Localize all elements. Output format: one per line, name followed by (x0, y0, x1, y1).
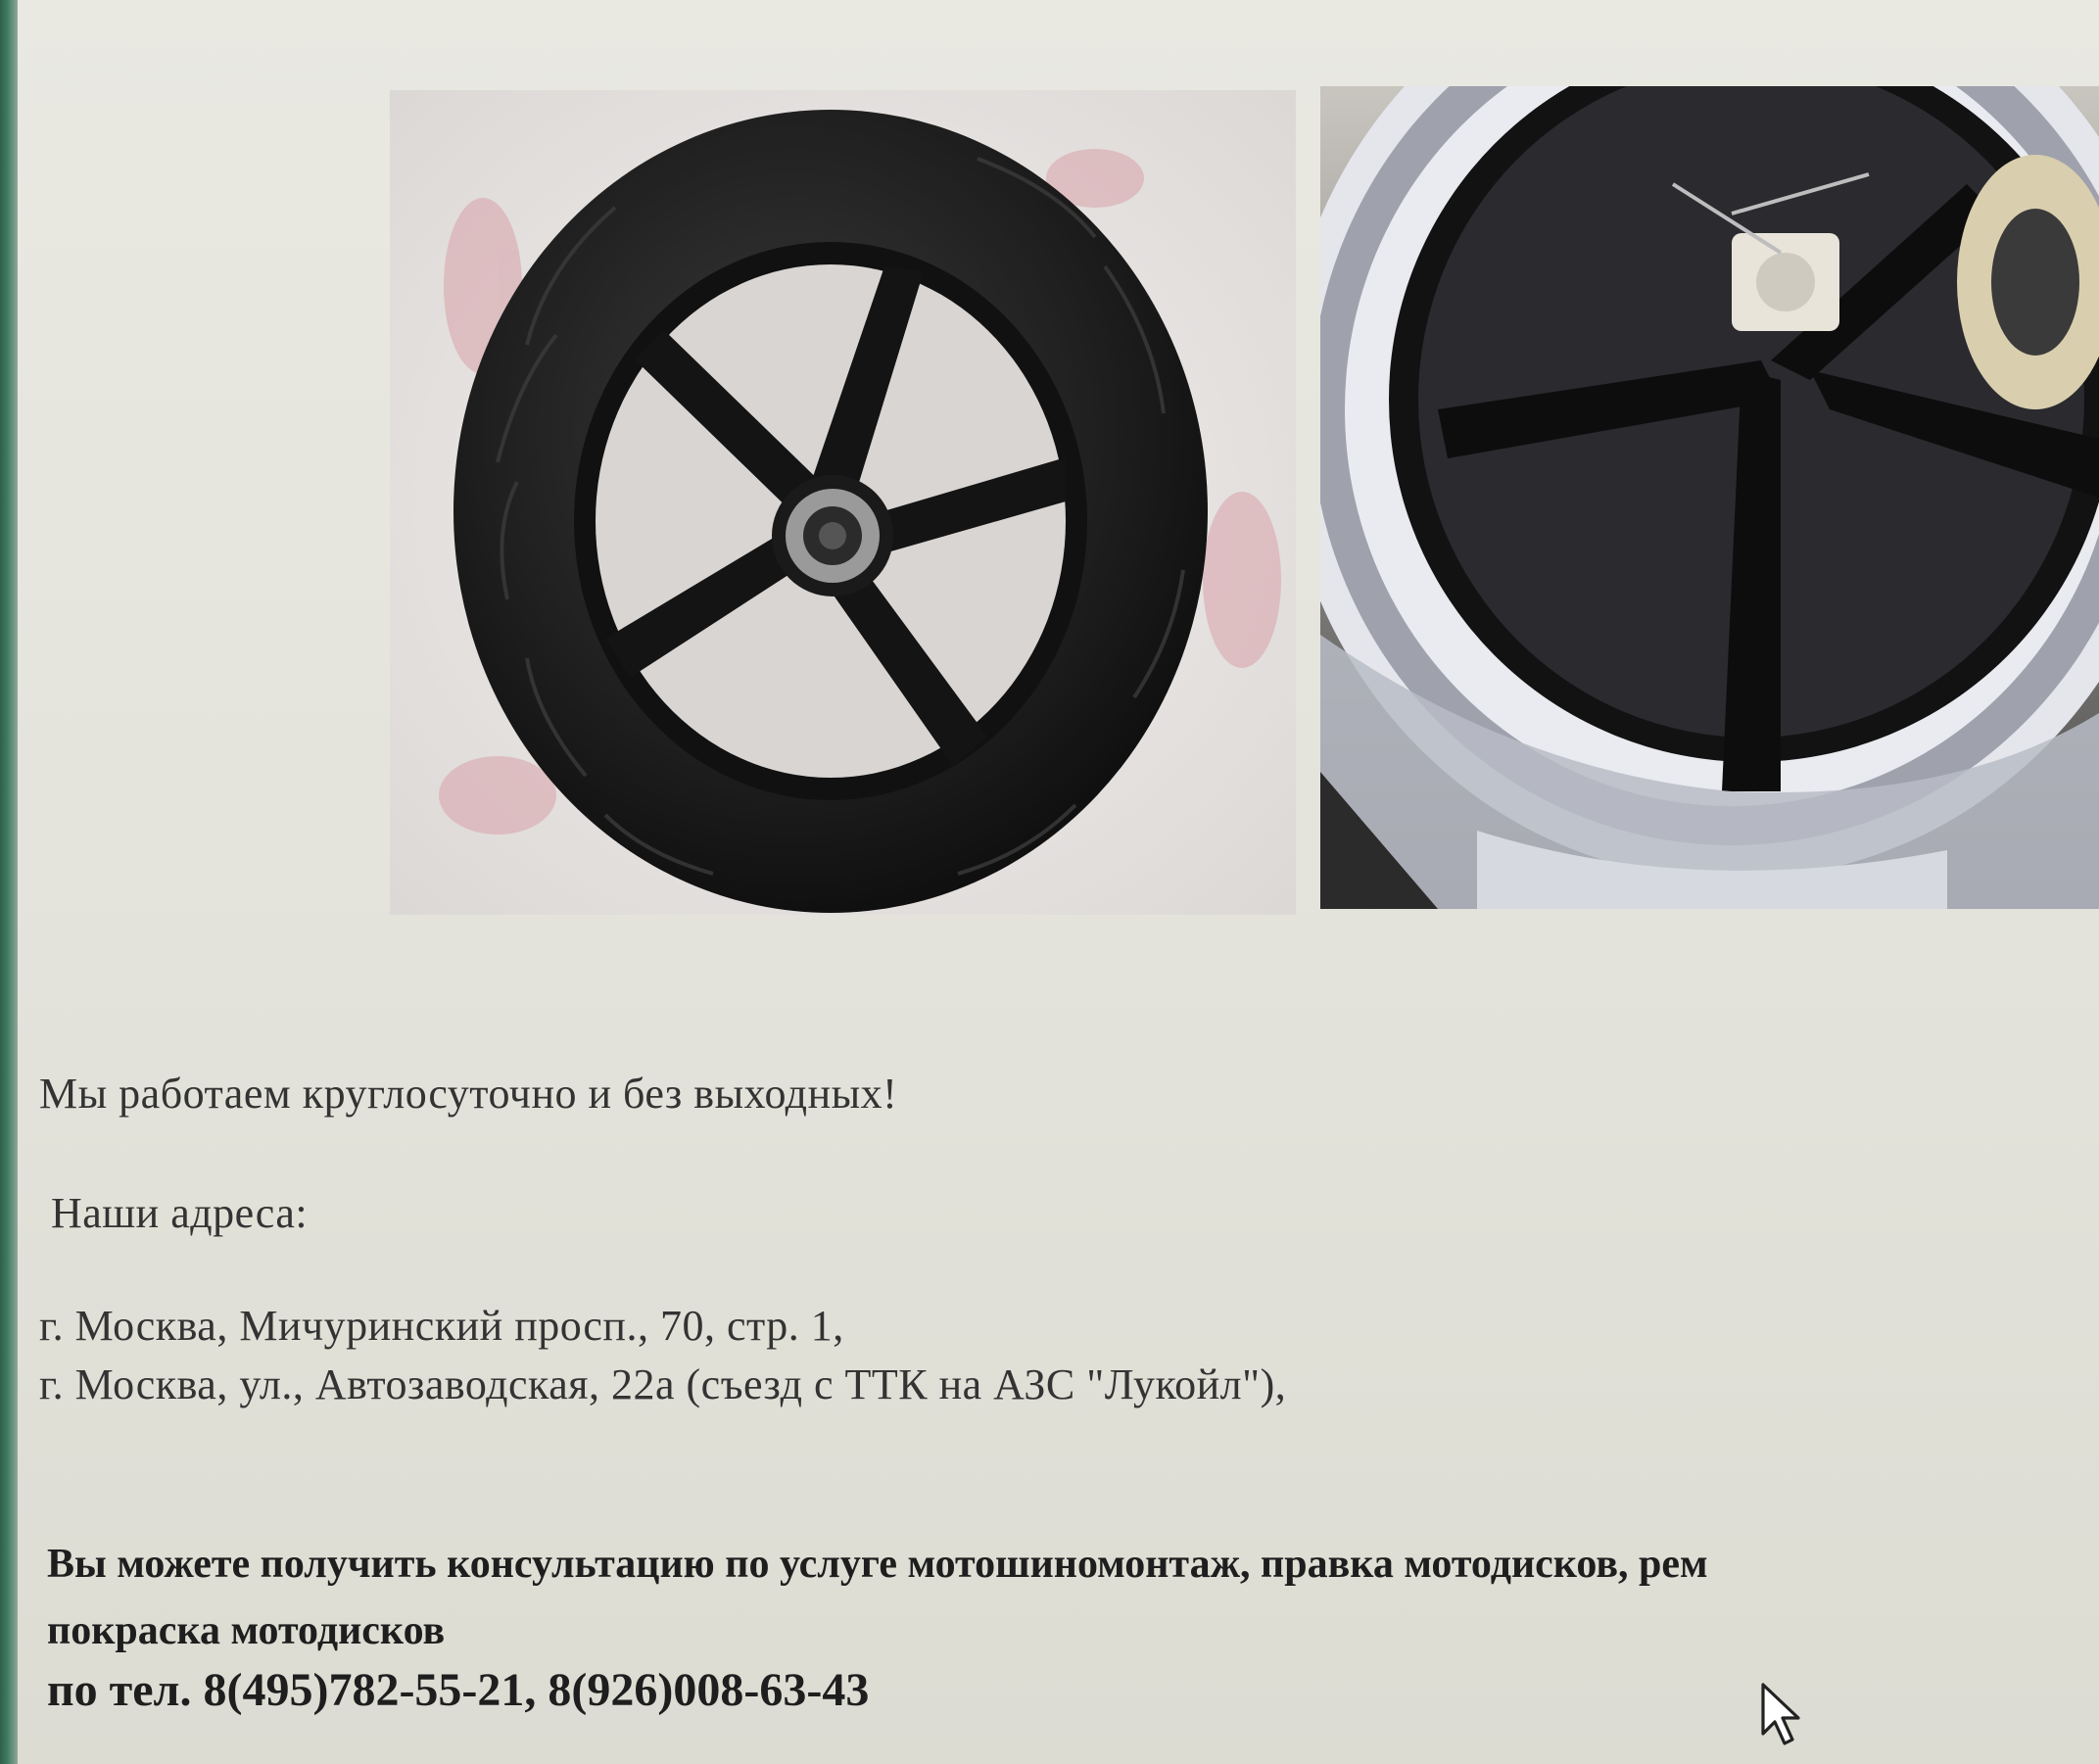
addresses-heading: Наши адреса: (51, 1189, 309, 1237)
wheel-photo-left (390, 90, 1296, 915)
mouse-cursor-icon (1761, 1683, 1804, 1747)
address-line: г. Москва, ул., Автозаводская, 22а (съезд с ТТК на АЗС "Лукойл"), (39, 1360, 1287, 1408)
address-line: г. Москва, Мичуринский просп., 70, стр. 1, (39, 1302, 844, 1350)
consultation-text: покраска мотодисков (47, 1608, 446, 1653)
window-edge (0, 0, 18, 1764)
consultation-text: Вы можете получить консультацию по услуге мотошиномонтаж, правка мотодисков, рем (47, 1542, 1708, 1587)
wheel-photo-right (1320, 86, 2099, 909)
phone-numbers: по тел. 8(495)782-55-21, 8(926)008-63-43 (47, 1664, 870, 1716)
working-hours-text: Мы работаем круглосуточно и без выходных! (39, 1070, 898, 1118)
